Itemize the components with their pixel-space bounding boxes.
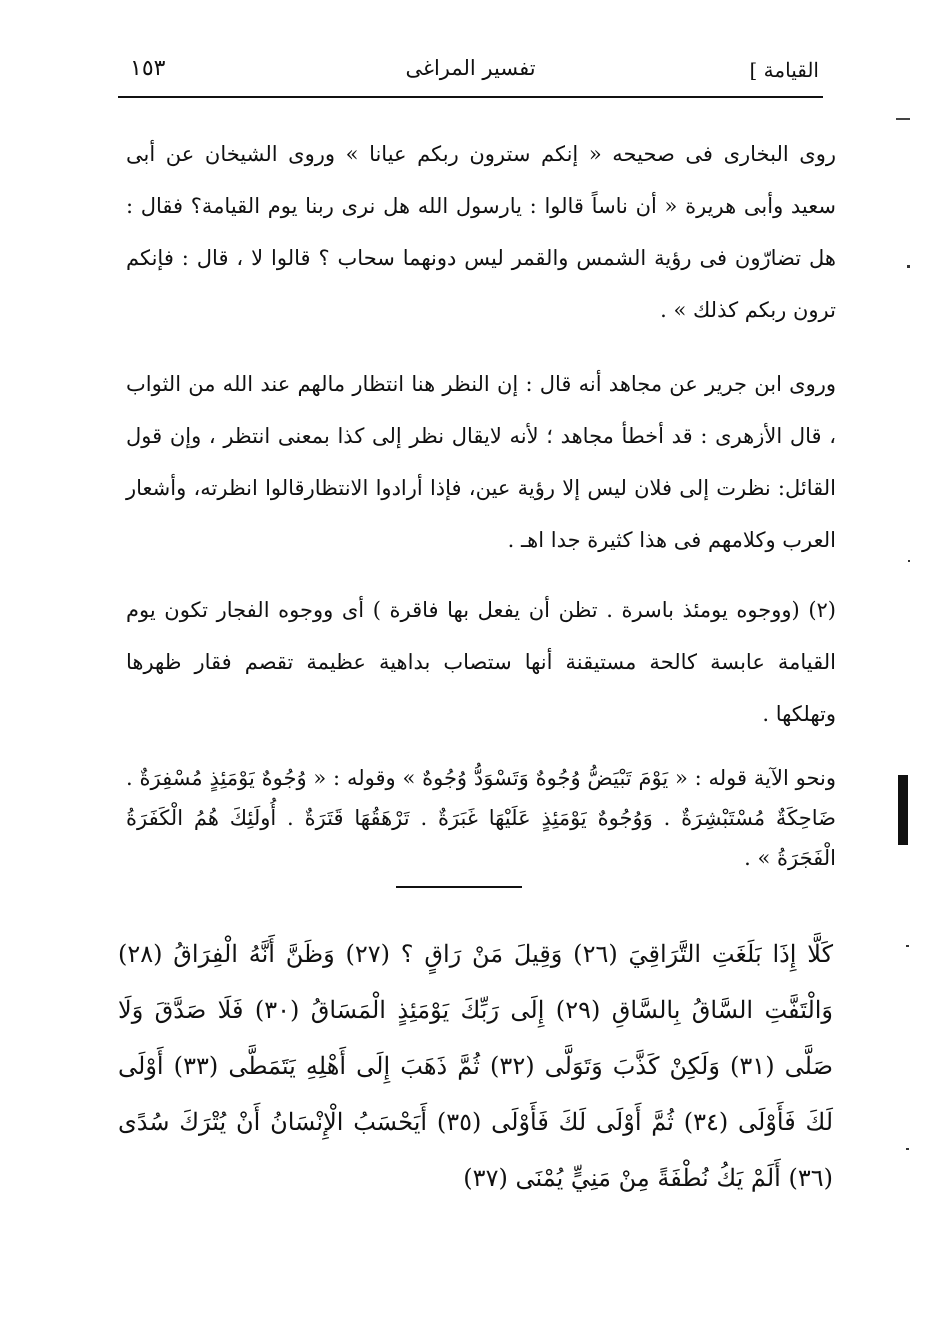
running-title: تفسير المراغى bbox=[405, 56, 536, 80]
paragraph-hadith: روى البخارى فى صحيحه « إنكم سترون ربكم عيانا » وروى الشيخان عن أبى سعيد وأبى هريرة « أن ناساً قالوا : يارسول الله هل نرى ربنا يوم القيامة؟ فقال : هل تضارّون فى رؤية الشمس والقمر ليس دونهما سحاب ؟ قالوا لا ، قال : فإنكم ترون ربكم كذلك » . bbox=[126, 142, 836, 322]
scan-speck bbox=[906, 945, 909, 947]
binding-edge-mark bbox=[898, 775, 908, 845]
quran-verses bbox=[118, 926, 833, 1206]
header-rule bbox=[118, 96, 823, 98]
scan-speck bbox=[907, 265, 910, 268]
scan-speck bbox=[896, 118, 910, 120]
scan-speck bbox=[908, 560, 910, 562]
paragraph-faces: (٢) (ووجوه يومئذ باسرة . تظن أن يفعل بها فاقرة ) أى ووجوه الفجار تكون يوم القيامة عابسة كالحة مستيقنة أنها ستصاب بداهية عظيمة تقصم فقار ظهرها وتهلكها . bbox=[126, 598, 836, 726]
scan-speck bbox=[906, 1148, 909, 1150]
paragraph-ibn-jarir: وروى ابن جرير عن مجاهد أنه قال : إن النظر هنا انتظار مالهم عند الله من الثواب ، قال الأزهرى : قد أخطأ مجاهد ؛ لأنه لايقال نظر إلى كذا بمعنى انتظر ، وإن قول القائل: نظرت إلى فلان ليس إلا رؤية عين، فإذا أرادوا الانتظارقالوا انظرته، وأشعار العرب وكلامهم فى هذا كثيرة جدا اهـ . bbox=[126, 372, 836, 552]
chapter-name: القيامة ] bbox=[749, 58, 819, 82]
verse-block: كَلَّا إِذَا بَلَغَتِ التَّرَاقِيَ (٢٦) وَقِيلَ مَنْ رَاقٍ ؟ (٢٧) وَظَنَّ أَنَّهُ الْفِرَاقُ (٢٨) وَالْتَفَّتِ السَّاقُ بِالسَّاقِ (٢٩) إِلَى رَبِّكَ يَوْمَئِذٍ الْمَسَاقُ (٣٠) فَلَا صَدَّقَ وَلَا صَلَّى (٣١) وَلَكِنْ كَذَّبَ وَتَوَلَّى (٣٢) ثُمَّ ذَهَبَ إِلَى أَهْلِهِ يَتَمَطَّى (٣٣) أَوْلَى لَكَ فَأَوْلَى (٣٤) ثُمَّ أَوْلَى لَكَ فَأَوْلَى (٣٥) أَيَحْسَبُ الْإِنْسَانُ أَنْ يُتْرَكَ سُدًى (٣٦) أَلَمْ يَكُ نُطْفَةً مِنْ مَنِيٍّ يُمْنَى (٣٧) bbox=[118, 940, 834, 1192]
paragraph-verse-quote: ونحو الآية قوله : « يَوْمَ تَبْيَضُّ وُجُوهٌ وَتَسْوَدُّ وُجُوهٌ » وقوله : « وُجُوهٌ يَوْمَئِذٍ مُسْفِرَةٌ . ضَاحِكَةٌ مُسْتَبْشِرَةٌ . وَوُجُوهٌ يَوْمَئِذٍ عَلَيْهَا غَبَرَةٌ . تَرْهَقُهَا قَتَرَةٌ . أُولَئِكَ هُمُ الْكَفَرَةُ الْفَجَرَةُ » . bbox=[126, 766, 836, 870]
page-header bbox=[118, 44, 823, 96]
section-separator bbox=[396, 886, 522, 888]
page-number: ١٥٣ bbox=[130, 56, 166, 81]
commentary-text bbox=[126, 128, 836, 878]
